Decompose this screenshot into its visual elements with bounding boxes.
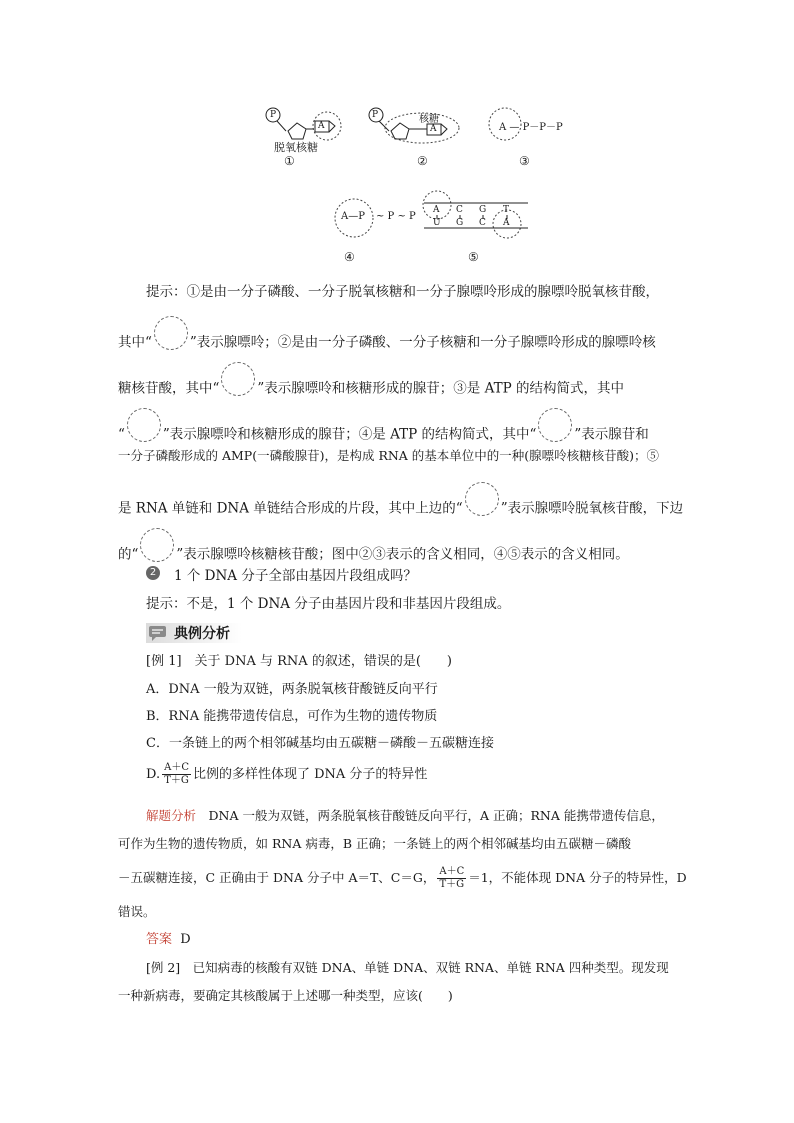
hint-line-6 — [118, 492, 683, 526]
section-header — [146, 622, 230, 644]
amp-tail: ~ P ~ P — [376, 211, 416, 222]
hint-text: 是 RNA 单链和 DNA 单链结合形成的片段，其中上边的“ — [118, 500, 463, 517]
figure-number: ③ — [519, 154, 530, 168]
fraction-denominator: T＋G — [164, 775, 189, 786]
analysis-line-2: 可作为生物的遗传物质，如 RNA 病毒，B 正确；一条链上的两个相邻碱基均由五碳糖－磷酸 — [118, 836, 631, 851]
top-base-4: T — [503, 205, 510, 215]
fraction-denominator: T＋G — [439, 879, 465, 890]
hint-text: ”表示腺嘌呤核糖核苷酸；图中②③表示的含义相同，④⑤表示的含义相同。 — [176, 546, 629, 563]
option-d — [146, 762, 427, 787]
option-a: A．DNA 一般为双链，两条脱氧核苷酸链反向平行 — [146, 682, 438, 697]
option-d-text: 比例的多样性体现了 DNA 分子的特异性 — [192, 767, 428, 782]
answer-line — [146, 930, 191, 950]
figure-1 — [262, 104, 352, 166]
analysis-line-4: 错误。 — [118, 904, 156, 919]
figure-5 — [418, 188, 530, 264]
bottom-base-4: A — [503, 218, 510, 228]
option-c: C．一条链上的两个相邻碱基均由五碳糖－磷酸－五碳糖连接 — [146, 736, 494, 751]
figure-2 — [367, 104, 467, 166]
ratio-fraction — [162, 762, 191, 787]
analysis-text: DNA 一般为双链，两条脱氧核苷酸链反向平行，A 正确；RNA 能携带遗传信息， — [196, 808, 664, 823]
analysis-label: 解题分析 — [146, 808, 197, 823]
section-title: 典例分析 — [174, 626, 230, 642]
figure-number: ② — [417, 154, 428, 168]
hint-text: ”表示腺嘌呤和核糖形成的腺苷；③是 ATP 的结构简式，其中 — [257, 380, 624, 397]
dashed-circle-icon — [140, 528, 174, 562]
nucleotide-diagram-2 — [367, 104, 467, 154]
fraction-numerator: A＋C — [439, 866, 465, 877]
analysis-text: ＝1，不能体现 DNA 分子的特异性，D — [468, 870, 687, 885]
dashed-circle-icon — [221, 362, 255, 396]
analysis-text: －五碳糖连接，C 正确由于 DNA 分子中 A＝T、C＝G， — [118, 870, 436, 885]
hint-text: ”表示腺苷和 — [574, 426, 649, 443]
hint-text: 糖核苷酸，其中“ — [118, 380, 220, 397]
phosphate-label: P — [270, 110, 277, 120]
hint-text: ”表示腺嘌呤；②是由一分子磷酸、一分子核糖和一分子腺嘌呤形成的腺嘌呤核 — [189, 334, 656, 351]
chat-bubble-icon — [148, 625, 168, 641]
bottom-base-2: G — [456, 218, 464, 228]
option-b: B．RNA 能携带遗传信息，可作为生物的遗传物质 — [146, 709, 438, 724]
bottom-base-3: C — [479, 218, 486, 228]
amp-formula: A—P — [341, 211, 365, 222]
figure-caption: 脱氧核糖 — [274, 141, 318, 154]
example-1-stem: [例 1] 关于 DNA 与 RNA 的叙述，错误的是( ) — [146, 654, 452, 669]
phosphate-label: P — [372, 110, 379, 120]
hint-line-1: 提示：①是由一分子磷酸、一分子脱氧核糖和一分子腺嘌呤形成的腺嘌呤脱氧核苷酸， — [146, 284, 659, 300]
answer-value: D — [180, 932, 191, 947]
hint-text: “ — [118, 426, 125, 443]
base-label: A — [318, 121, 325, 131]
hint-text: ”表示腺嘌呤和核糖形成的腺苷；④是 ATP 的结构简式，其中“ — [162, 426, 537, 443]
question-text: 1 个 DNA 分子全部由基因片段组成吗？ — [174, 568, 417, 584]
figure-3 — [485, 104, 565, 166]
top-base-2: C — [456, 205, 463, 215]
figure-number: ⑤ — [468, 250, 479, 264]
hint-line-3 — [118, 372, 624, 406]
hint-text: 其中“ — [118, 334, 152, 351]
question-answer: 提示：不是，1 个 DNA 分子由基因片段和非基因片段组成。 — [146, 596, 511, 612]
fraction-numerator: A＋C — [164, 762, 189, 773]
question-number-badge: 2 — [146, 566, 160, 580]
figure-4 — [332, 196, 422, 264]
dashed-circle-icon — [465, 482, 499, 516]
hint-text: 的“ — [118, 546, 139, 563]
analysis-line-3 — [118, 866, 687, 891]
dashed-circle-icon — [154, 316, 188, 350]
ratio-fraction — [437, 866, 466, 891]
ribose-label: 核糖 — [419, 114, 439, 125]
example-2-line-1: [例 2] 已知病毒的核酸有双链 DNA、单链 DNA、双链 RNA、单链 RNA 四种类型。现发现 — [146, 960, 669, 975]
hint-line-2 — [118, 326, 656, 360]
dashed-circle-icon — [127, 408, 161, 442]
hybrid-strand-diagram — [418, 188, 530, 244]
example-2-line-2: 一种新病毒，要确定其核酸属于上述哪一种类型，应该( ) — [118, 988, 453, 1003]
answer-label: 答案 — [146, 932, 173, 947]
option-d-prefix: D. — [146, 767, 161, 782]
base-label: A — [430, 124, 437, 134]
figure-number: ④ — [344, 250, 355, 264]
dashed-circle-icon — [538, 408, 572, 442]
analysis-line-1 — [146, 806, 664, 826]
top-base-1: A — [433, 205, 440, 215]
top-base-3: G — [479, 205, 487, 215]
hint-text: ”表示腺嘌呤脱氧核苷酸，下边 — [500, 500, 684, 517]
figure-number: ① — [284, 154, 295, 168]
atp-formula: A — P－P－P — [499, 122, 563, 133]
bottom-base-1: U — [433, 218, 441, 228]
hint-line-5: 一分子磷酸形成的 AMP(一磷酸腺苷)，是构成 RNA 的基本单位中的一种(腺嘌呤核糖核苷酸)；⑤ — [118, 448, 660, 463]
